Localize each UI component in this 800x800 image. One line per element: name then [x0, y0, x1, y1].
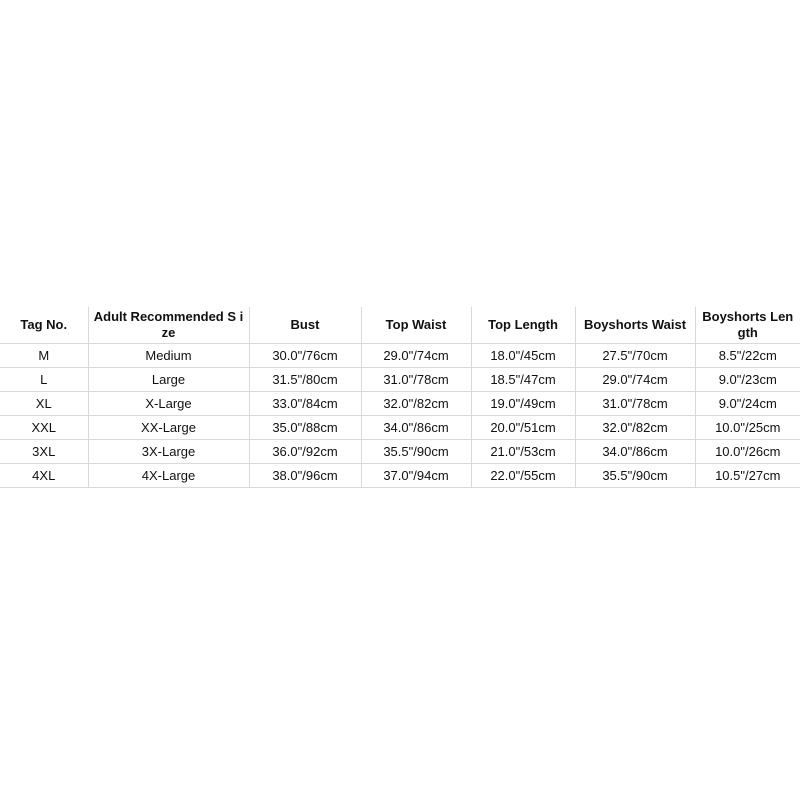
cell-size: 3X-Large: [88, 440, 249, 464]
header-boyshorts-length: Boyshorts Len gth: [695, 307, 800, 344]
cell-top-length: 19.0"/49cm: [471, 392, 575, 416]
cell-boyshorts-length: 9.0"/23cm: [695, 368, 800, 392]
cell-bust: 30.0"/76cm: [249, 344, 361, 368]
cell-boyshorts-waist: 32.0"/82cm: [575, 416, 695, 440]
header-adult-recommended-size: Adult Recommended S ize: [88, 307, 249, 344]
cell-top-waist: 32.0"/82cm: [361, 392, 471, 416]
cell-top-waist: 37.0"/94cm: [361, 464, 471, 488]
header-top-waist: Top Waist: [361, 307, 471, 344]
cell-bust: 31.5"/80cm: [249, 368, 361, 392]
table-row: [0, 440, 800, 464]
cell-top-length: 22.0"/55cm: [471, 464, 575, 488]
cell-top-waist: 29.0"/74cm: [361, 344, 471, 368]
cell-bust: 33.0"/84cm: [249, 392, 361, 416]
table-row: [0, 392, 800, 416]
cell-boyshorts-waist: 27.5"/70cm: [575, 344, 695, 368]
table-row: [0, 416, 800, 440]
cell-boyshorts-length: 10.0"/25cm: [695, 416, 800, 440]
cell-boyshorts-waist: 31.0"/78cm: [575, 392, 695, 416]
table-row: [0, 464, 800, 488]
cell-boyshorts-length: 9.0"/24cm: [695, 392, 800, 416]
cell-top-length: 18.0"/45cm: [471, 344, 575, 368]
cell-boyshorts-waist: 34.0"/86cm: [575, 440, 695, 464]
cell-size: X-Large: [88, 392, 249, 416]
cell-boyshorts-waist: 29.0"/74cm: [575, 368, 695, 392]
table-header: [0, 307, 800, 344]
cell-tag-no: 3XL: [0, 440, 88, 464]
cell-tag-no: XL: [0, 392, 88, 416]
cell-size: XX-Large: [88, 416, 249, 440]
cell-top-waist: 31.0"/78cm: [361, 368, 471, 392]
cell-tag-no: 4XL: [0, 464, 88, 488]
cell-top-length: 21.0"/53cm: [471, 440, 575, 464]
header-bust: Bust: [249, 307, 361, 344]
header-row: [0, 307, 800, 344]
table-row: [0, 368, 800, 392]
table-row: [0, 344, 800, 368]
size-chart-table: [0, 307, 800, 488]
cell-size: Medium: [88, 344, 249, 368]
cell-boyshorts-length: 8.5"/22cm: [695, 344, 800, 368]
cell-tag-no: L: [0, 368, 88, 392]
cell-tag-no: XXL: [0, 416, 88, 440]
cell-top-waist: 35.5"/90cm: [361, 440, 471, 464]
cell-top-length: 18.5"/47cm: [471, 368, 575, 392]
cell-bust: 35.0"/88cm: [249, 416, 361, 440]
cell-boyshorts-length: 10.0"/26cm: [695, 440, 800, 464]
cell-top-length: 20.0"/51cm: [471, 416, 575, 440]
table-body: [0, 344, 800, 488]
cell-size: 4X-Large: [88, 464, 249, 488]
cell-size: Large: [88, 368, 249, 392]
cell-top-waist: 34.0"/86cm: [361, 416, 471, 440]
cell-boyshorts-length: 10.5"/27cm: [695, 464, 800, 488]
cell-tag-no: M: [0, 344, 88, 368]
header-boyshorts-waist: Boyshorts Waist: [575, 307, 695, 344]
cell-bust: 36.0"/92cm: [249, 440, 361, 464]
header-top-length: Top Length: [471, 307, 575, 344]
cell-boyshorts-waist: 35.5"/90cm: [575, 464, 695, 488]
header-tag-no: Tag No.: [0, 307, 88, 344]
cell-bust: 38.0"/96cm: [249, 464, 361, 488]
